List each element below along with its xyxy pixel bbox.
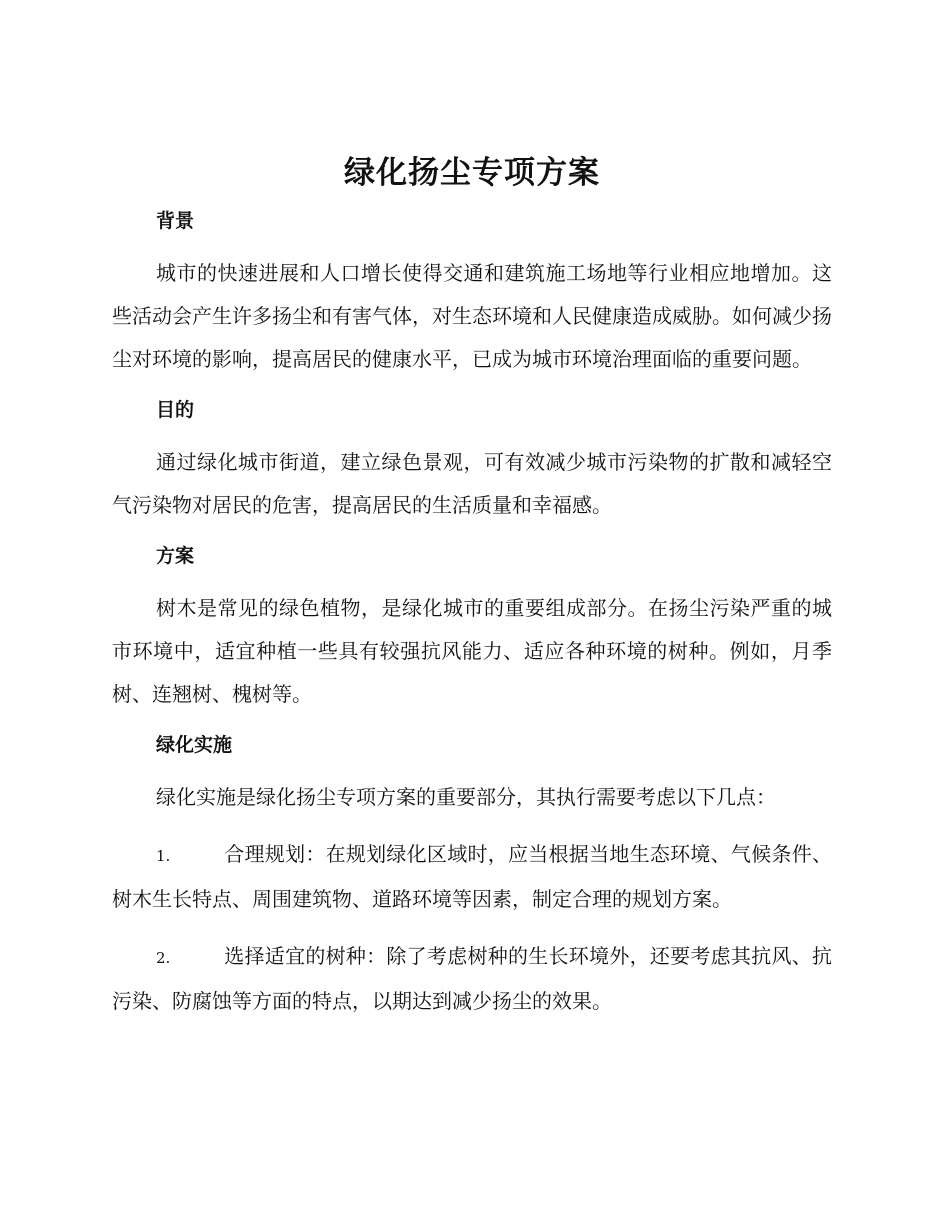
section-paragraph: 树木是常见的绿色植物，是绿化城市的重要组成部分。在扬尘污染严重的城市环境中，适宜种植一些具有较强抗风能力、适应各种环境的树种。例如，月季树、连翘树、槐树等。 bbox=[112, 596, 832, 706]
page-title: 绿化扬尘专项方案 bbox=[344, 155, 600, 191]
list-item bbox=[112, 935, 832, 1023]
section-implementation bbox=[112, 730, 832, 1023]
list-item-text: 选择适宜的树种：除了考虑树种的生长环境外，还要考虑其抗风、抗污染、防腐蚀等方面的特点，以期达到减少扬尘的效果。 bbox=[112, 944, 832, 1013]
section-heading: 绿化实施 bbox=[156, 734, 233, 756]
list-item-text: 合理规划：在规划绿化区域时，应当根据当地生态环境、气候条件、树木生长特点、周围建筑物、道路环境等因素，制定合理的规划方案。 bbox=[112, 842, 832, 911]
document-body bbox=[112, 150, 832, 1037]
section-heading: 目的 bbox=[156, 399, 195, 421]
list-item-number: 1. bbox=[156, 847, 171, 865]
section-plan bbox=[112, 541, 832, 716]
section-paragraph: 城市的快速进展和人口增长使得交通和建筑施工场地等行业相应地增加。这些活动会产生许多扬尘和有害气体，对生态环境和人民健康造成威胁。如何减少扬尘对环境的影响，提高居民的健康水平，已成为城市环境治理面临的重要问题。 bbox=[112, 261, 832, 371]
section-heading: 背景 bbox=[156, 210, 195, 232]
section-heading: 方案 bbox=[156, 545, 195, 567]
list-item bbox=[112, 833, 832, 921]
section-paragraph: 绿化实施是绿化扬尘专项方案的重要部分，其执行需要考虑以下几点： bbox=[156, 785, 776, 809]
section-purpose bbox=[112, 395, 832, 527]
section-background bbox=[112, 206, 832, 381]
list-item-number: 2. bbox=[156, 949, 171, 967]
section-paragraph: 通过绿化城市街道，建立绿色景观，可有效减少城市污染物的扩散和减轻空气污染物对居民的危害，提高居民的生活质量和幸福感。 bbox=[112, 450, 832, 517]
